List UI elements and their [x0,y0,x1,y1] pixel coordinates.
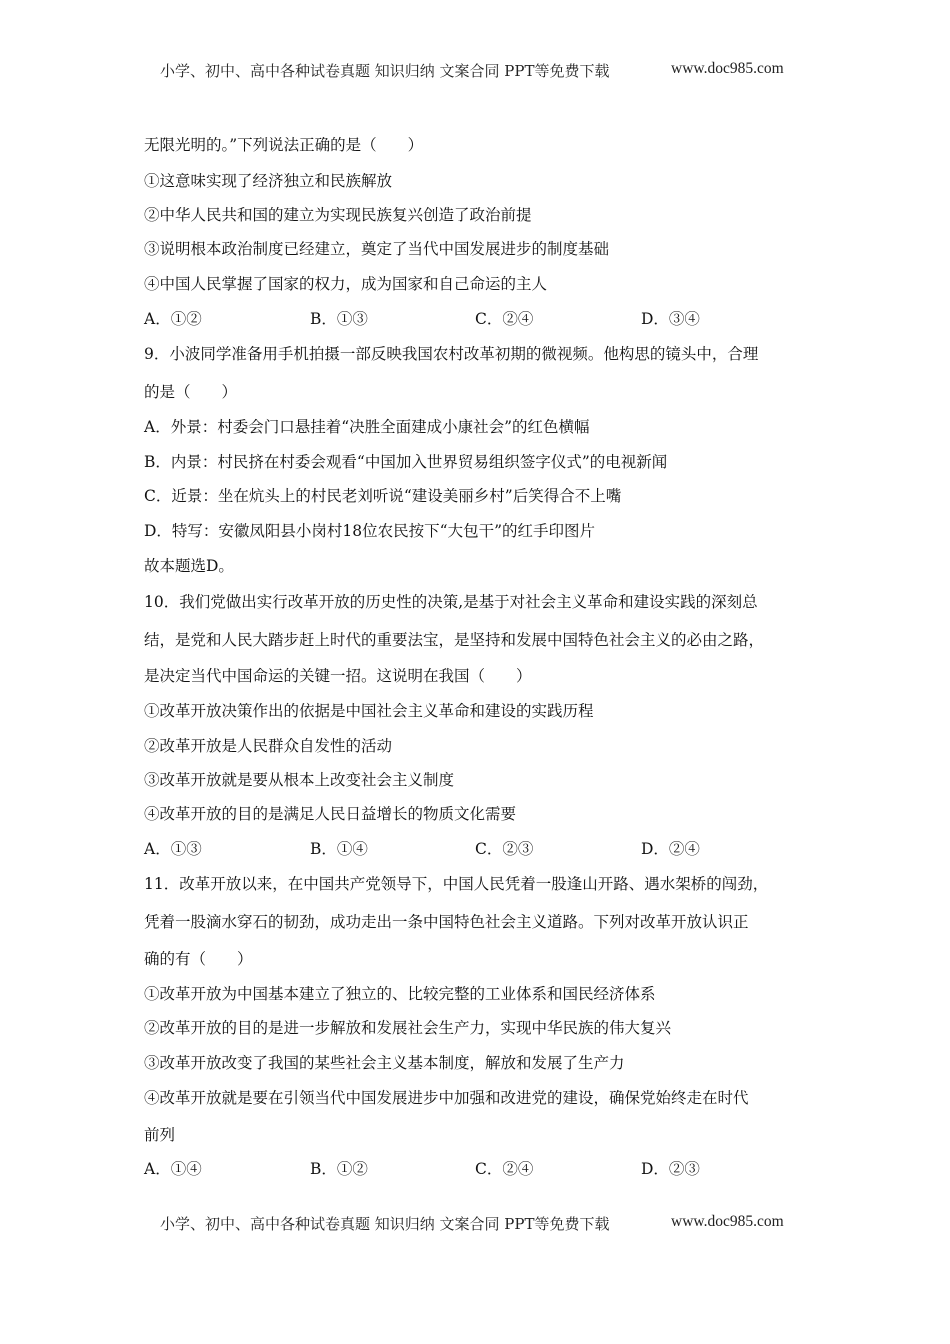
q11-option-d[interactable]: D．②③ [641,1160,700,1178]
footer-url[interactable]: www.doc985.com [671,1213,784,1230]
q10-option-b[interactable]: B．①④ [310,840,368,858]
q10-stem-line-1: 10．我们党做出实行改革开放的历史性的决策,是基于对社会主义革命和建设实践的深刻总 [144,593,758,611]
q10-statement-2: ②改革开放是人民群众自发性的活动 [144,737,393,755]
q11-option-b[interactable]: B．①② [310,1160,368,1178]
q11-stem-line-2: 凭着一股滴水穿石的韧劲，成功走出一条中国特色社会主义道路。下列对改革开放认识正 [144,913,749,931]
q8-option-d[interactable]: D．③④ [641,310,700,328]
q9-stem-line-2: 的是（ ） [144,383,238,401]
q10-option-c[interactable]: C．②③ [475,840,534,858]
q11-option-c[interactable]: C．②④ [475,1160,534,1178]
q10-stem-line-2: 结，是党和人民大踏步赶上时代的重要法宝，是坚持和发展中国特色社会主义的必由之路， [144,631,765,649]
q9-answer: 故本题选D。 [144,557,234,575]
q8-statement-4: ④中国人民掌握了国家的权力，成为国家和自己命运的主人 [144,275,548,293]
q9-option-b[interactable]: B．内景：村民挤在村委会观看“中国加入世界贸易组织签字仪式”的电视新闻 [144,453,668,471]
q10-option-a[interactable]: A．①③ [144,840,202,858]
q10-option-d[interactable]: D．②④ [641,840,700,858]
q9-option-a[interactable]: A．外景：村委会门口悬挂着“决胜全面建成小康社会”的红色横幅 [144,418,590,436]
q9-option-c[interactable]: C．近景：坐在炕头上的村民老刘听说“建设美丽乡村”后笑得合不上嘴 [144,487,622,505]
q11-statement-2: ②改革开放的目的是进一步解放和发展社会生产力，实现中华民族的伟大复兴 [144,1019,672,1037]
q8-option-b[interactable]: B．①③ [310,310,368,328]
q8-option-c[interactable]: C．②④ [475,310,534,328]
q11-stem-line-3: 确的有（ ） [144,950,253,968]
header-site-text: 小学、初中、高中各种试卷真题 知识归纳 文案合同 PPT等免费下载 [160,62,610,80]
q8-statement-3: ③说明根本政治制度已经建立，奠定了当代中国发展进步的制度基础 [144,240,610,258]
header-url[interactable]: www.doc985.com [671,60,784,77]
q10-stem-line-3: 是决定当代中国命运的关键一招。这说明在我国（ ） [144,667,532,685]
q8-statement-1: ①这意味实现了经济独立和民族解放 [144,172,393,190]
q11-statement-4: ④改革开放就是要在引领当代中国发展进步中加强和改进党的建设，确保党始终走在时代 [144,1089,749,1107]
q11-option-a[interactable]: A．①④ [144,1160,202,1178]
q10-statement-4: ④改革开放的目的是满足人民日益增长的物质文化需要 [144,805,517,823]
q11-statement-4-cont: 前列 [144,1126,176,1144]
q11-statement-3: ③改革开放改变了我国的某些社会主义基本制度，解放和发展了生产力 [144,1054,625,1072]
q8-option-a[interactable]: A．①② [144,310,202,328]
q8-statement-2: ②中华人民共和国的建立为实现民族复兴创造了政治前提 [144,206,532,224]
q11-stem-line-1: 11．改革开放以来，在中国共产党领导下，中国人民凭着一股逢山开路、遇水架桥的闯劲， [144,875,769,893]
q10-statement-1: ①改革开放决策作出的依据是中国社会主义革命和建设的实践历程 [144,702,594,720]
q8-stem-tail: 无限光明的。”下列说法正确的是（ ） [144,136,424,154]
q9-option-d[interactable]: D．特写：安徽凤阳县小岗村18位农民按下“大包干”的红手印图片 [144,522,596,540]
q10-statement-3: ③改革开放就是要从根本上改变社会主义制度 [144,771,455,789]
q9-stem-line-1: 9．小波同学准备用手机拍摄一部反映我国农村改革初期的微视频。他构思的镜头中，合理 [144,345,759,363]
footer-site-text: 小学、初中、高中各种试卷真题 知识归纳 文案合同 PPT等免费下载 [160,1215,610,1233]
q11-statement-1: ①改革开放为中国基本建立了独立的、比较完整的工业体系和国民经济体系 [144,985,656,1003]
